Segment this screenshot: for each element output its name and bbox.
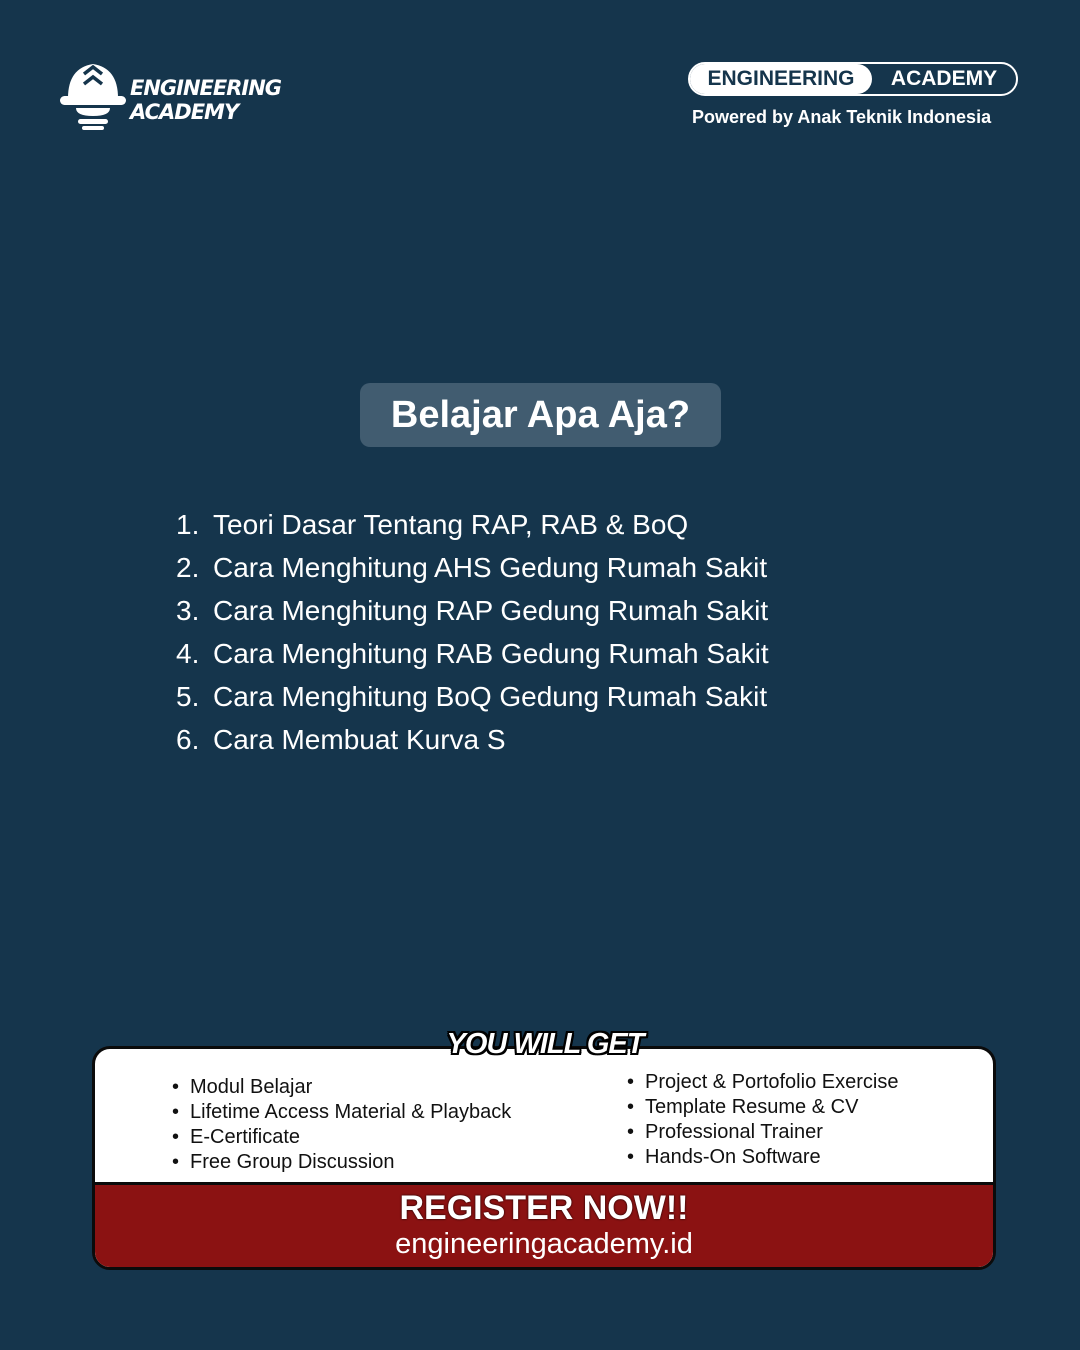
topic-item: 1. Teori Dasar Tentang RAP, RAB & BoQ xyxy=(176,509,689,540)
register-banner[interactable] xyxy=(95,1182,993,1267)
topic-list xyxy=(176,503,769,761)
benefits-title: YOU WILL GET xyxy=(446,1028,644,1060)
hard-hat-lightbulb-icon xyxy=(58,58,128,134)
logo-text-line2: ACADEMY xyxy=(130,100,239,124)
topic-item: 4. Cara Menghitung RAB Gedung Rumah Sakit xyxy=(176,638,769,669)
topic-item: 6. Cara Membuat Kurva S xyxy=(176,724,506,755)
page-heading: Belajar Apa Aja? xyxy=(360,383,721,447)
topic-item: 3. Cara Menghitung RAP Gedung Rumah Sakit xyxy=(176,595,769,626)
powered-by-text: Powered by Anak Teknik Indonesia xyxy=(692,107,992,127)
topic-item: 2. Cara Menghitung AHS Gedung Rumah Sakit xyxy=(176,552,768,583)
logo-text-line1: ENGINEERING xyxy=(130,76,282,100)
benefit-item: • Free Group Discussion xyxy=(172,1150,511,1175)
brand-badge xyxy=(688,62,1018,96)
website-link[interactable]: engineeringacademy.id xyxy=(395,1228,693,1260)
logo-wordmark xyxy=(130,76,281,124)
badge-left-label: ENGINEERING xyxy=(690,64,872,94)
benefits-list-right xyxy=(627,1070,898,1170)
benefit-item: • Project & Portofolio Exercise xyxy=(627,1070,898,1095)
topic-item: 5. Cara Menghitung BoQ Gedung Rumah Sakit xyxy=(176,681,768,712)
benefit-item: • Modul Belajar xyxy=(172,1075,511,1100)
benefits-body xyxy=(95,1049,993,1185)
brand-logo xyxy=(58,58,282,138)
benefit-item: • Template Resume & CV xyxy=(627,1095,898,1120)
badge-right-label: ACADEMY xyxy=(890,67,998,90)
benefit-item: • Lifetime Access Material & Playback xyxy=(172,1100,511,1125)
benefit-item: • E-Certificate xyxy=(172,1125,511,1150)
benefits-list-left xyxy=(172,1075,511,1175)
register-now-button[interactable]: REGISTER NOW!! xyxy=(399,1189,689,1227)
benefit-item: • Professional Trainer xyxy=(627,1120,898,1145)
benefit-item: • Hands-On Software xyxy=(627,1145,898,1170)
benefits-card xyxy=(92,1046,996,1270)
